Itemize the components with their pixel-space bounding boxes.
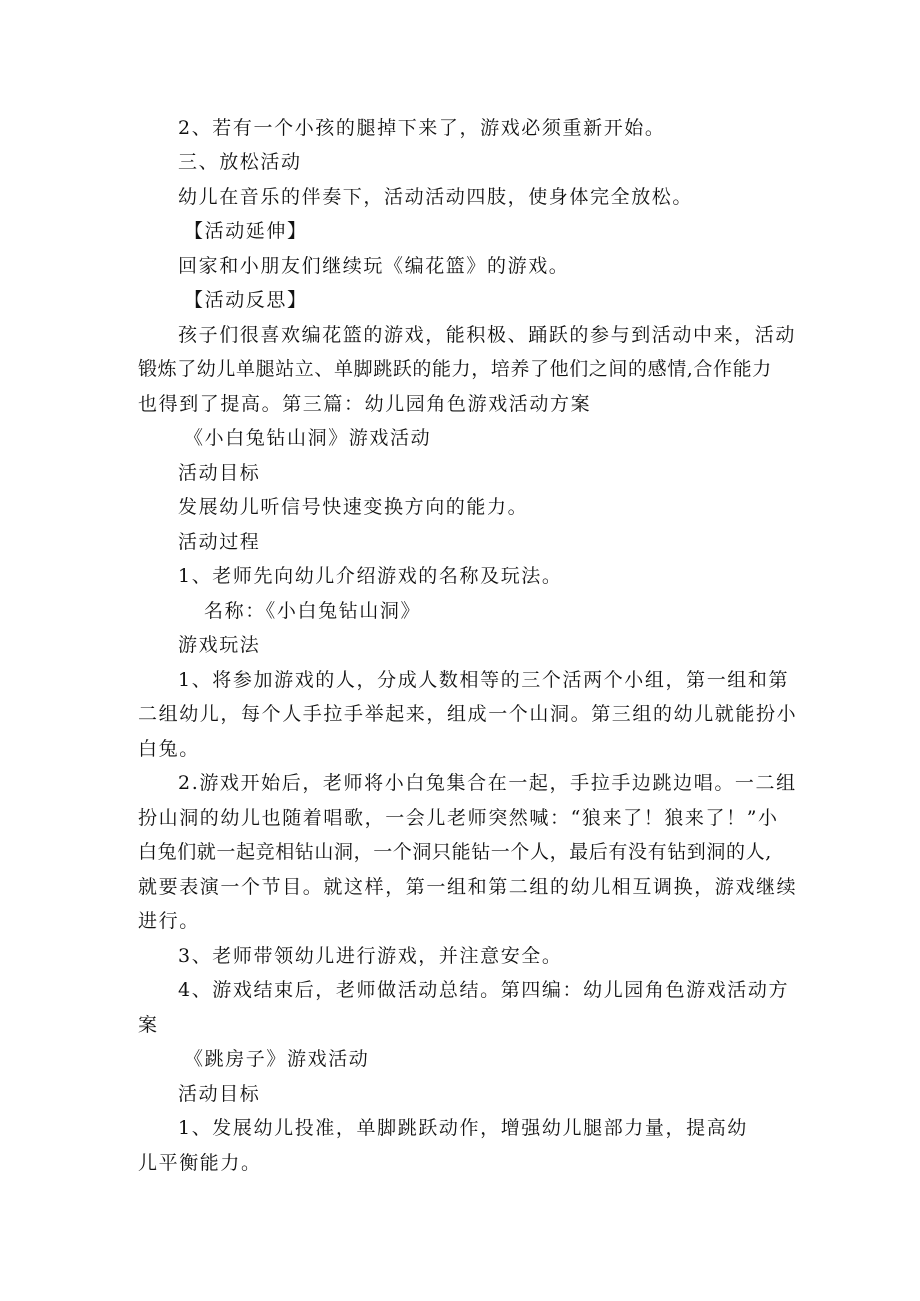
text-line: 二组幼儿，每个人手拉手举起来，组成一个山洞。第三组的幼儿就能扮小 bbox=[138, 703, 798, 725]
text-line: 锻炼了幼儿单腿站立、单脚跳跃的能力，培养了他们之间的感情,合作能力 bbox=[138, 358, 772, 380]
section-heading: 三、放松活动 bbox=[178, 151, 302, 173]
text-line: 3、老师带领幼儿进行游戏，并注意安全。 bbox=[178, 945, 563, 967]
text-line: 2.游戏开始后，老师将小白兔集合在一起，手拉手边跳边唱。一二组 bbox=[178, 772, 797, 794]
text-line: 也得到了提高。第三篇：幼儿园角色游戏活动方案 bbox=[138, 393, 592, 415]
text-line: 白兔们就一起竞相钻山洞，一个洞只能钻一个人，最后有没有钻到洞的人, bbox=[138, 841, 772, 863]
text-line: 4、游戏结束后，老师做活动总结。第四编：幼儿园角色游戏活动方 bbox=[178, 979, 790, 1001]
article-title: 《跳房子》游戏活动 bbox=[184, 1048, 370, 1070]
section-heading: 活动过程 bbox=[178, 531, 261, 553]
text-line: 幼儿在音乐的伴奏下，活动活动四肢，使身体完全放松。 bbox=[178, 186, 694, 208]
section-heading: 【活动延伸】 bbox=[184, 220, 308, 242]
section-heading: 游戏玩法 bbox=[178, 634, 261, 656]
text-line: 1、将参加游戏的人，分成人数相等的三个活两个小组，第一组和第 bbox=[178, 669, 790, 691]
text-line: 进行。 bbox=[138, 910, 200, 932]
text-line: 名称：《小白兔钻山洞》 bbox=[204, 600, 422, 622]
text-line: 白兔。 bbox=[138, 738, 200, 760]
section-heading: 活动目标 bbox=[178, 1083, 261, 1105]
text-line: 扮山洞的幼儿也随着唱歌，一会儿老师突然喊：“狼来了！狼来了！”小 bbox=[138, 807, 779, 829]
text-line: 发展幼儿听信号快速变换方向的能力。 bbox=[178, 496, 529, 518]
section-heading: 活动目标 bbox=[178, 462, 261, 484]
text-line: 回家和小朋友们继续玩《编花篮》的游戏。 bbox=[178, 255, 570, 277]
text-line: 2、若有一个小孩的腿掉下来了，游戏必须重新开始。 bbox=[178, 117, 666, 139]
section-heading: 【活动反思】 bbox=[184, 289, 308, 311]
article-title: 《小白兔钻山洞》游戏活动 bbox=[184, 427, 432, 449]
text-line: 1、老师先向幼儿介绍游戏的名称及玩法。 bbox=[178, 565, 563, 587]
text-line: 儿平衡能力。 bbox=[138, 1152, 262, 1174]
text-line: 孩子们很喜欢编花篮的游戏，能积极、踊跃的参与到活动中来，活动 bbox=[178, 324, 797, 346]
text-line: 就要表演一个节目。就这样，第一组和第二组的幼儿相互调换，游戏继续 bbox=[138, 876, 798, 898]
text-line: 案 bbox=[138, 1014, 159, 1036]
text-line: 1、发展幼儿投准，单脚跳跃动作，增强幼儿腿部力量，提高幼 bbox=[178, 1117, 748, 1139]
